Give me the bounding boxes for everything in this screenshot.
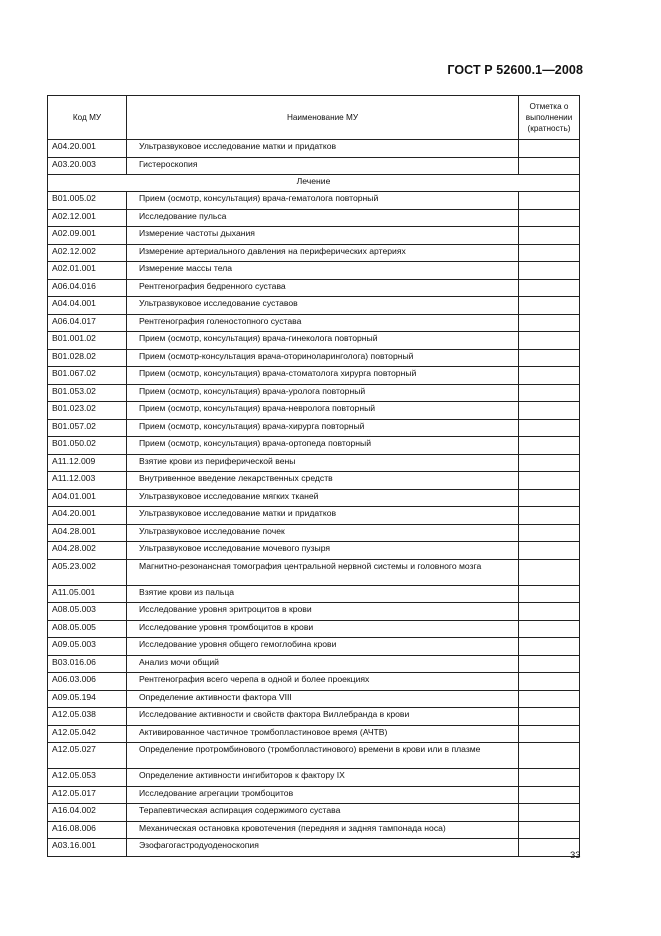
service-code: A02.12.001 — [48, 209, 127, 227]
completion-mark-cell[interactable] — [519, 367, 580, 385]
table-row — [48, 821, 580, 839]
service-name: Прием (осмотр, консультация) врача-гематолога повторный — [127, 192, 519, 210]
service-code: B01.057.02 — [48, 419, 127, 437]
service-name: Ультразвуковое исследование почек — [127, 524, 519, 542]
service-name: Гистероскопия — [127, 157, 519, 175]
completion-mark-cell[interactable] — [519, 690, 580, 708]
column-header-mark — [519, 96, 580, 140]
service-name: Рентгенография голеностопного сустава — [127, 314, 519, 332]
completion-mark-cell[interactable] — [519, 472, 580, 490]
service-code: A12.05.017 — [48, 786, 127, 804]
table-row — [48, 673, 580, 691]
table-row — [48, 804, 580, 822]
service-name: Прием (осмотр, консультация) врача-стоматолога хирурга повторный — [127, 367, 519, 385]
completion-mark-cell[interactable] — [519, 157, 580, 175]
table-row — [48, 585, 580, 603]
service-code: A09.05.194 — [48, 690, 127, 708]
service-name: Измерение артериального давления на периферических артериях — [127, 244, 519, 262]
table-row — [48, 507, 580, 525]
service-code: A06.03.006 — [48, 673, 127, 691]
completion-mark-cell[interactable] — [519, 227, 580, 245]
table-row — [48, 209, 580, 227]
service-name: Исследование активности и свойств фактора Виллебранда в крови — [127, 708, 519, 726]
table-row — [48, 262, 580, 280]
service-name: Ультразвуковое исследование мочевого пузыря — [127, 542, 519, 560]
completion-mark-cell[interactable] — [519, 638, 580, 656]
table-row — [48, 279, 580, 297]
column-header-mark-line: Отметка о — [529, 102, 569, 111]
completion-mark-cell[interactable] — [519, 786, 580, 804]
service-name: Взятие крови из периферической вены — [127, 454, 519, 472]
service-code: B01.023.02 — [48, 402, 127, 420]
completion-mark-cell[interactable] — [519, 349, 580, 367]
service-name: Определение протромбинового (тромбопластинового) времени в крови или в плазме — [127, 743, 519, 769]
completion-mark-cell[interactable] — [519, 454, 580, 472]
service-name: Исследование агрегации тромбоцитов — [127, 786, 519, 804]
service-name: Рентгенография всего черепа в одной и более проекциях — [127, 673, 519, 691]
table-body-treatment — [48, 192, 580, 857]
service-name: Исследование уровня общего гемоглобина крови — [127, 638, 519, 656]
table-row — [48, 384, 580, 402]
service-code: A11.12.003 — [48, 472, 127, 490]
table-row — [48, 786, 580, 804]
service-name: Рентгенография бедренного сустава — [127, 279, 519, 297]
service-code: A11.12.009 — [48, 454, 127, 472]
service-code: A11.05.001 — [48, 585, 127, 603]
service-name: Анализ мочи общий — [127, 655, 519, 673]
table-row — [48, 472, 580, 490]
service-name: Определение активности ингибиторов к фактору IX — [127, 769, 519, 787]
service-code: A08.05.003 — [48, 603, 127, 621]
service-code: A04.28.001 — [48, 524, 127, 542]
table-row — [48, 725, 580, 743]
section-title: Лечение — [48, 175, 580, 192]
service-code: A12.05.038 — [48, 708, 127, 726]
service-code: A02.01.001 — [48, 262, 127, 280]
service-code: A04.04.001 — [48, 297, 127, 315]
completion-mark-cell[interactable] — [519, 140, 580, 158]
table-row — [48, 402, 580, 420]
service-name: Ультразвуковое исследование матки и придатков — [127, 140, 519, 158]
completion-mark-cell[interactable] — [519, 725, 580, 743]
service-code: A12.05.053 — [48, 769, 127, 787]
service-code: A02.09.001 — [48, 227, 127, 245]
completion-mark-cell[interactable] — [519, 402, 580, 420]
service-name: Прием (осмотр, консультация) врача-уролога повторный — [127, 384, 519, 402]
table-body-top — [48, 140, 580, 175]
service-code: B01.067.02 — [48, 367, 127, 385]
service-name: Внутривенное введение лекарственных средств — [127, 472, 519, 490]
completion-mark-cell[interactable] — [519, 489, 580, 507]
table-row — [48, 655, 580, 673]
service-code: A12.05.042 — [48, 725, 127, 743]
completion-mark-cell[interactable] — [519, 804, 580, 822]
service-code: A06.04.017 — [48, 314, 127, 332]
service-code: B03.016.06 — [48, 655, 127, 673]
service-name: Исследование уровня эритроцитов в крови — [127, 603, 519, 621]
table-row — [48, 542, 580, 560]
table-row — [48, 638, 580, 656]
table-row — [48, 454, 580, 472]
column-header-name: Наименование МУ — [127, 96, 519, 140]
service-code: A12.05.027 — [48, 743, 127, 769]
medical-services-table — [47, 95, 580, 857]
completion-mark-cell[interactable] — [519, 314, 580, 332]
service-name: Прием (осмотр, консультация) врача-хирурга повторный — [127, 419, 519, 437]
table-row — [48, 743, 580, 769]
page-number: 33 — [570, 850, 581, 861]
service-name: Прием (осмотр, консультация) врача-ортопеда повторный — [127, 437, 519, 455]
table-row — [48, 690, 580, 708]
service-name: Прием (осмотр-консультация врача-оториноларинголога) повторный — [127, 349, 519, 367]
service-code: A09.05.003 — [48, 638, 127, 656]
completion-mark-cell[interactable] — [519, 821, 580, 839]
service-code: A03.20.003 — [48, 157, 127, 175]
completion-mark-cell[interactable] — [519, 603, 580, 621]
column-header-code: Код МУ — [48, 96, 127, 140]
completion-mark-cell[interactable] — [519, 655, 580, 673]
table-row — [48, 157, 580, 175]
table-row — [48, 332, 580, 350]
table-row — [48, 620, 580, 638]
service-name: Эзофагогастродуоденоскопия — [127, 839, 519, 857]
table-section — [48, 175, 580, 192]
completion-mark-cell[interactable] — [519, 524, 580, 542]
completion-mark-cell[interactable] — [519, 708, 580, 726]
service-name: Магнитно-резонансная томография центральной нервной системы и головного мозга — [127, 559, 519, 585]
completion-mark-cell[interactable] — [519, 332, 580, 350]
standard-number-header: ГОСТ Р 52600.1—2008 — [447, 63, 583, 77]
completion-mark-cell[interactable] — [519, 209, 580, 227]
service-code: A04.01.001 — [48, 489, 127, 507]
completion-mark-cell[interactable] — [519, 673, 580, 691]
table-row — [48, 839, 580, 857]
service-name: Исследование пульса — [127, 209, 519, 227]
table-row — [48, 559, 580, 585]
service-name: Терапевтическая аспирация содержимого сустава — [127, 804, 519, 822]
table-row — [48, 437, 580, 455]
service-code: B01.053.02 — [48, 384, 127, 402]
completion-mark-cell[interactable] — [519, 384, 580, 402]
service-code: B01.001.02 — [48, 332, 127, 350]
completion-mark-cell[interactable] — [519, 279, 580, 297]
service-code: A02.12.002 — [48, 244, 127, 262]
completion-mark-cell[interactable] — [519, 262, 580, 280]
column-header-mark-line: (кратность) — [527, 124, 571, 133]
completion-mark-cell[interactable] — [519, 244, 580, 262]
section-row — [48, 175, 580, 192]
table-row — [48, 244, 580, 262]
service-name: Ультразвуковое исследование суставов — [127, 297, 519, 315]
completion-mark-cell[interactable] — [519, 419, 580, 437]
table-row — [48, 769, 580, 787]
table-row — [48, 367, 580, 385]
completion-mark-cell[interactable] — [519, 542, 580, 560]
service-name: Измерение массы тела — [127, 262, 519, 280]
completion-mark-cell[interactable] — [519, 559, 580, 585]
table-row — [48, 314, 580, 332]
service-code: A16.08.006 — [48, 821, 127, 839]
service-name: Ультразвуковое исследование матки и придатков — [127, 507, 519, 525]
service-code: B01.050.02 — [48, 437, 127, 455]
table-row — [48, 227, 580, 245]
service-name: Активированное частичное тромбопластиновое время (АЧТВ) — [127, 725, 519, 743]
completion-mark-cell[interactable] — [519, 192, 580, 210]
table-row — [48, 419, 580, 437]
service-code: A04.28.002 — [48, 542, 127, 560]
service-code: A04.20.001 — [48, 140, 127, 158]
service-name: Ультразвуковое исследование мягких тканей — [127, 489, 519, 507]
table-row — [48, 140, 580, 158]
service-name: Прием (осмотр, консультация) врача-гинеколога повторный — [127, 332, 519, 350]
table-header-row — [48, 96, 580, 140]
table-row — [48, 349, 580, 367]
service-code: A06.04.016 — [48, 279, 127, 297]
table-row — [48, 524, 580, 542]
completion-mark-cell[interactable] — [519, 620, 580, 638]
table-row — [48, 489, 580, 507]
service-name: Прием (осмотр, консультация) врача-невролога повторный — [127, 402, 519, 420]
table-row — [48, 192, 580, 210]
table-row — [48, 708, 580, 726]
completion-mark-cell[interactable] — [519, 507, 580, 525]
service-code: A04.20.001 — [48, 507, 127, 525]
service-code: A16.04.002 — [48, 804, 127, 822]
service-name: Взятие крови из пальца — [127, 585, 519, 603]
service-code: A08.05.005 — [48, 620, 127, 638]
completion-mark-cell[interactable] — [519, 769, 580, 787]
service-name: Измерение частоты дыхания — [127, 227, 519, 245]
service-code: B01.005.02 — [48, 192, 127, 210]
service-code: A03.16.001 — [48, 839, 127, 857]
completion-mark-cell[interactable] — [519, 437, 580, 455]
table-row — [48, 603, 580, 621]
service-name: Определение активности фактора VIII — [127, 690, 519, 708]
column-header-mark-line: выполнении — [525, 113, 573, 122]
table-row — [48, 297, 580, 315]
service-name: Исследование уровня тромбоцитов в крови — [127, 620, 519, 638]
service-code: A05.23.002 — [48, 559, 127, 585]
completion-mark-cell[interactable] — [519, 297, 580, 315]
service-code: B01.028.02 — [48, 349, 127, 367]
completion-mark-cell[interactable] — [519, 585, 580, 603]
completion-mark-cell[interactable] — [519, 743, 580, 769]
service-name: Механическая остановка кровотечения (передняя и задняя тампонада носа) — [127, 821, 519, 839]
